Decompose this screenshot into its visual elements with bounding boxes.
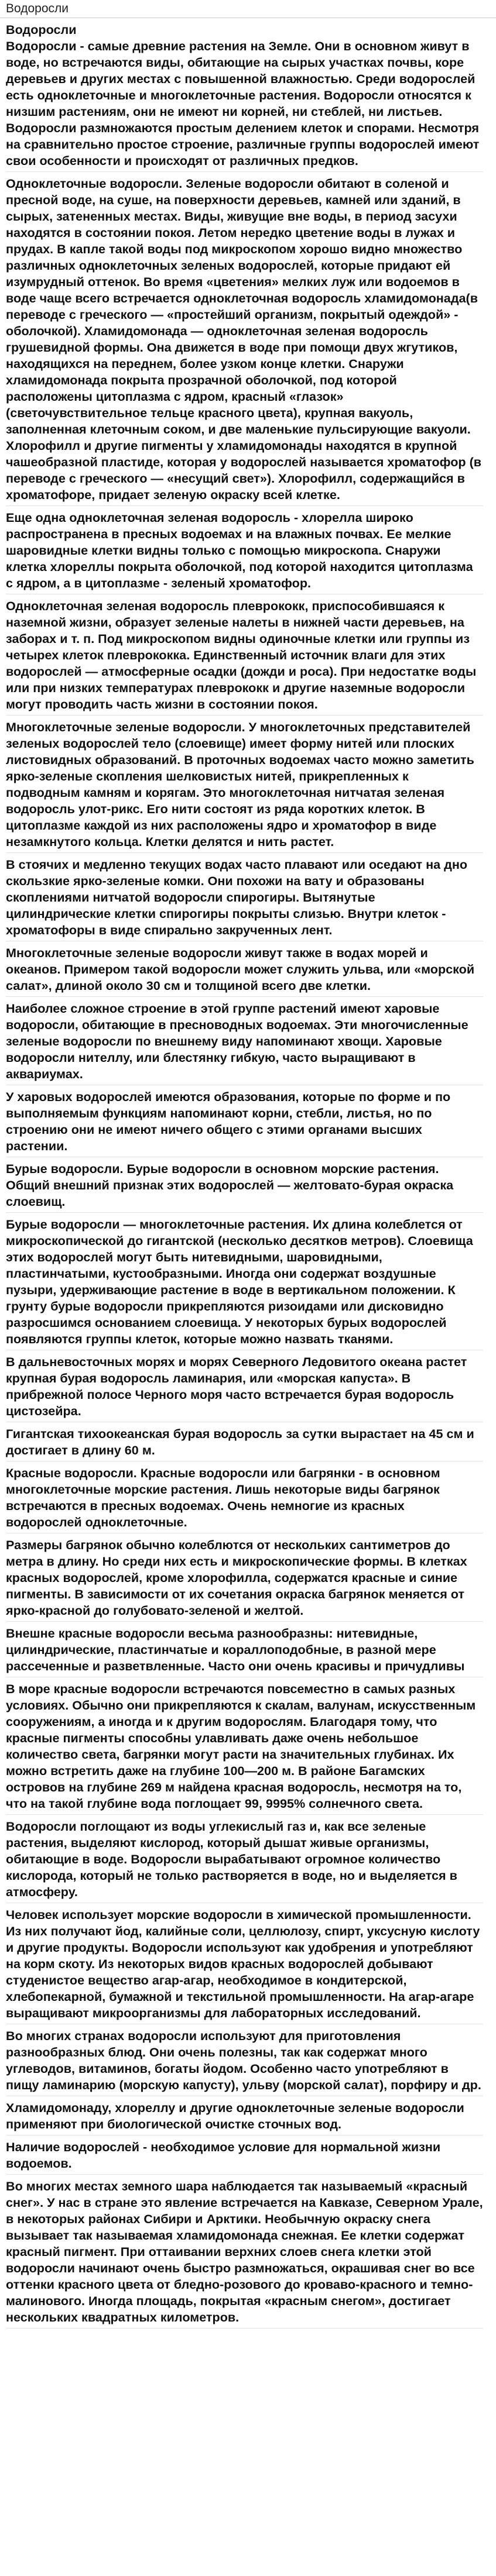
paragraph: Размеры багрянок обычно колеблются от нескольких сантиметров до метра в длину. Но среди них есть и микроскопические формы. В клетках красных водорослей, кроме хлорофилла, содержатся красные и синие пигменты. В зависимости от их сочетания окраска багрянок меняется от ярко-красной до голубовато-зеленой и желтой.	[6, 1537, 483, 1622]
paragraph: Одноклеточные водоросли. Зеленые водоросли обитают в соленой и пресной воде, на суше, на поверхности деревьев, камней или зданий, в сырых, затененных местах. Виды, живущие вне воды, в период засухи находятся в состоянии покоя. Летом нередко цветение воды в лужах и прудах. В капле такой воды под микроскопом хорошо видно множество различных одноклеточных зеленых водорослей, которые придают ей изумрудный оттенок. Во время «цветения» мелких луж или водоемов в воде чаще всего встречается одноклеточная водоросль хламидомонада(в переводе с греческого — «простейший организм, покрытый одеждой» - оболочкой). Хламидомонада — одноклеточная зеленая водоросль грушевидной формы. Она движется в воде при помощи двух жгутиков, находящихся на переднем, более узком конце клетки. Снаружи хламидомонада покрыта прозрачной оболочкой, под которой расположены цитоплазма с ядром, красный «глазок» (светочувствительное тельце красного цвета), крупная вакуоль, заполненная клеточным соком, и две маленькие пульсирующие вакуоли. Хлорофилл и другие пигменты у хламидомонады находятся в крупной чашеобразной пластиде, которая у водорослей называется хроматофор (в переводе с греческого — «несущий свет»). Хлорофилл, содержащийся в хроматофоре, придает зеленую окраску всей клетке.	[6, 176, 483, 506]
paragraph: Бурые водоросли — многоклеточные растения. Их длина колеблется от микроскопической до гигантской (несколько десятков метров). Слоевища этих водорослей могут быть нитевидными, шаровидными, пластинчатыми, кустообразными. Иногда они содержат воздушные пузыри, удерживающие растение в воде в вертикальном положении. К грунту бурые водоросли прикрепляются ризоидами или дисковидно разросшимся основанием слоевища. У некоторых бурых водорослей появляются группы клеток, которые можно назвать тканями.	[6, 1216, 483, 1350]
paragraph: В дальневосточных морях и морях Северного Ледовитого океана растет крупная бурая водоросль ламинария, или «морская капуста». В прибрежной полосе Черного моря часто встречается бурая водоросль цистозейра.	[6, 1354, 483, 1422]
paragraph: Внешне красные водоросли весьма разнообразны: нитевидные, цилиндрические, пластинчатые и кораллоподобные, в разной мере рассеченные и разветвленные. Часто они очень красивы и причудливы	[6, 1625, 483, 1677]
page-title: Водоросли	[6, 2, 69, 15]
paragraph: Наличие водорослей - необходимое условие для нормальной жизни водоемов.	[6, 2139, 483, 2175]
paragraph: Во многих местах земного шара наблюдается так называемый «красный снег». У нас в стране это явление встречается на Кавказе, Северном Урале, в некоторых районах Сибири и Арктики. Необычную окраску снега вызывает так называемая хламидомонада снежная. Ее клетки содержат красный пигмент. При оттаивании верхних слоев снега клетки этой водоросли начинают очень быстро размножаться, окрашивая снег во все оттенки красного цвета от бледно-розового до кроваво-красного и темно-малинового. Иногда площадь, покрытая «красным снегом», достигает нескольких квадратных километров.	[6, 2178, 483, 2329]
app-header	[0, 0, 496, 18]
paragraph: Многоклеточные зеленые водоросли. У многоклеточных представителей зеленых водорослей тело (слоевище) имеет форму нитей или плоских листовидных образований. В проточных водоемах часто можно заметить ярко-зеленые скопления шелковистых нитей, прикрепленных к подводным камням и корягам. Это многоклеточная нитчатая зеленая водоросль улот-рикс. Его нити состоят из ряда коротких клеток. В цитоплазме каждой из них расположены ядро и хроматофор в виде незамкнутого кольца. Клетки делятся и нить растет.	[6, 719, 483, 853]
paragraph: Гигантская тихоокеанская бурая водоросль за сутки вырастает на 45 см и достигает в длину 60 м.	[6, 1426, 483, 1461]
paragraph: Человек использует морские водоросли в химической промышленности. Из них получают йод, калийные соли, целлюлозу, спирт, уксусную кислоту и другие продукты. Водоросли используют как удобрения и употребляют на корм скоту. Из некоторых видов красных водорослей добывают студенистое вещество агар-агар, необходимое в кондитерской, хлебопекарной, бумажной и текстильной промышленности. На агар-агаре выращивают микроорганизмы для лабораторных исследований.	[6, 1907, 483, 2024]
article-heading: Водоросли	[6, 22, 77, 37]
paragraph: Наиболее сложное строение в этой группе растений имеют харовые водоросли, обитающие в пресноводных водоемах. Эти многочисленные зеленые водоросли по внешнему виду напоминают хвощи. Харовые водоросли нителлу, или блестянку гибкую, часто выращивают в аквариумах.	[6, 1000, 483, 1085]
paragraph: Хламидомонаду, хлореллу и другие одноклеточные зеленые водоросли применяют при биологической очистке сточных вод.	[6, 2100, 483, 2135]
paragraph: У харовых водорослей имеются образования, которые по форме и по выполняемым функциям напоминают корни, стебли, листья, но по строению они не имеют ничего общего с этими органами высших растении.	[6, 1089, 483, 1157]
paragraph: Еще одна одноклеточная зеленая водоросль - хлорелла широко распространена в пресных водоемах и на влажных почвах. Ее мелкие шаровидные клетки видны только с помощью микроскопа. Снаружи клетка хлореллы покрыта оболочкой, под которой находится цитоплазма с ядром, а в цитоплазме - зеленый хроматофор.	[6, 510, 483, 594]
paragraph: Бурые водоросли. Бурые водоросли в основном морские растения. Общий внешний признак этих водорослей — желтовато-бурая окраска слоевищ.	[6, 1161, 483, 1213]
paragraph: В стоячих и медленно текущих водах часто плавают или оседают на дно скользкие ярко-зеленые комки. Они похожи на вату и образованы скоплениями нитчатой водоросли спирогиры. Вытянутые цилиндрические клетки спирогиры покрыты слизью. Внутри клеток - хроматофоры в виде спирально закрученных лент.	[6, 857, 483, 941]
paragraph: Одноклеточная зеленая водоросль плеврококк, приспособившаяся к наземной жизни, образует зеленые налеты в нижней части деревьев, на заборах и т. п. Под микроскопом видны одиночные клетки или группы из четырех клеток плеврококка. Единственный источник влаги для этих водорослей — атмосферные осадки (дожди и роса). При недостатке воды или при низких температурах плеврококк и другие наземные водоросли могут проводить часть жизни в состоянии покоя.	[6, 598, 483, 716]
paragraph: Во многих странах водоросли используют для приготовления разнообразных блюд. Они очень полезны, так как содержат много углеводов, витаминов, богаты йодом. Особенно часто употребляют в пищу ламинарию (морскую капусту), ульву (морской салат), порфиру и др.	[6, 2028, 483, 2096]
paragraph: В море красные водоросли встречаются повсеместно в самых разных условиях. Обычно они прикрепляются к скалам, валунам, искусственным сооружениям, а иногда и к другим водорослям. Благодаря тому, что красные пигменты способны улавливать даже очень небольшое количество света, багрянки могут расти на значительных глубинах. Их можно встретить даже на глубине 100—200 м. В районе Багамских островов на глубине 269 м найдена красная водоросль, несмотря на то, что на такой глубине вода поглощает 99, 9995% солнечного света.	[6, 1681, 483, 1815]
paragraph: Водоросли - самые древние растения на Земле. Они в основном живут в воде, но встречаются виды, обитающие на сырых участках почвы, коре деревьев и других местах с повышенной влажностью. Среди водорослей есть одноклеточные и многоклеточные растения. Водоросли относятся к низшим растениям, они не имеют ни корней, ни стеблей, ни листьев. Водоросли размножаются простым делением клеток и спорами. Несмотря на сравнительно простое строение, различные группы водорослей имеют свои особенности и происходят от различных предков.	[6, 38, 483, 172]
paragraph: Водоросли поглощают из воды углекислый газ и, как все зеленые растения, выделяют кислород, который дышат живые организмы, обитающие в воде. Водоросли вырабатывают огромное количество кислорода, который не только растворяется в воде, но и выделяется в атмосферу.	[6, 1818, 483, 1903]
paragraph: Многоклеточные зеленые водоросли живут также в водах морей и океанов. Примером такой водоросли может служить ульва, или «морской салат», длиной около 30 см и толщиной всего две клетки.	[6, 945, 483, 997]
article	[0, 18, 489, 2329]
paragraph: Красные водоросли. Красные водоросли или багрянки - в основном многоклеточные морские растения. Лишь некоторые виды багрянок встречаются в пресных водоемах. Очень немногие из красных водорослей одноклеточные.	[6, 1465, 483, 1533]
